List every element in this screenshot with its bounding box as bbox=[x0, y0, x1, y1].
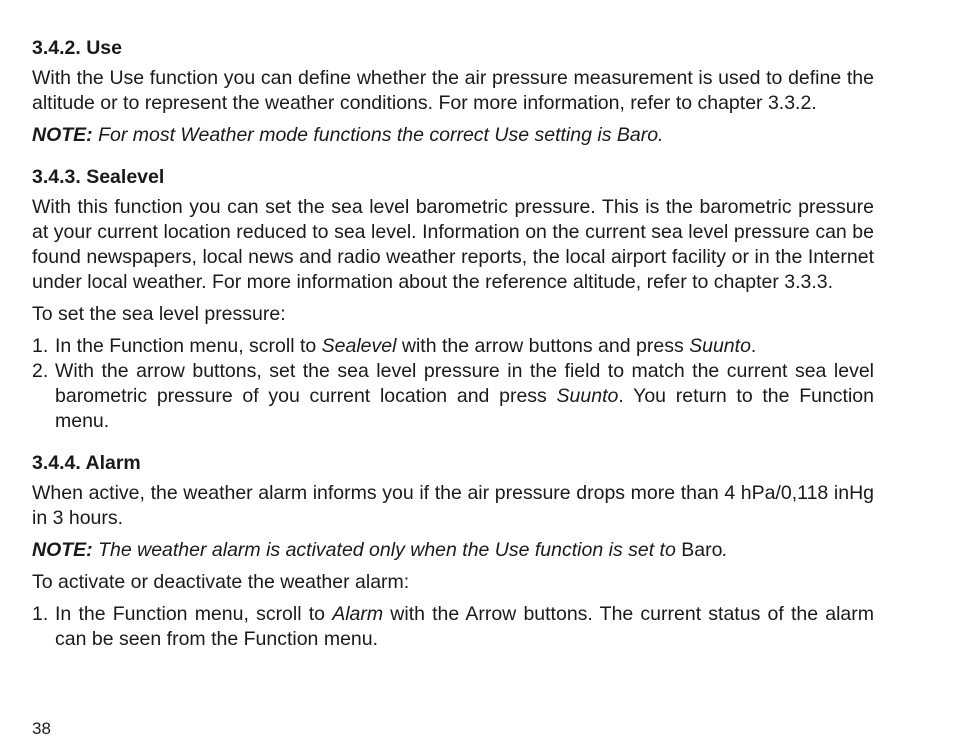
page-number: 38 bbox=[32, 719, 51, 738]
ui-term: Sealevel bbox=[321, 335, 397, 357]
note bbox=[32, 123, 874, 148]
step-text: . bbox=[750, 335, 757, 357]
steps-list bbox=[32, 334, 874, 434]
note bbox=[32, 538, 874, 563]
step-text: In the Function menu, scroll to bbox=[55, 335, 322, 357]
note-label: NOTE: bbox=[32, 539, 93, 561]
steps-list bbox=[32, 602, 874, 652]
section-paragraph: With the Use function you can define whether the air pressure measurement is used to define the altitude or to represent the weather conditions. For more information, refer to chapter 3.3.2. bbox=[32, 67, 874, 114]
section-paragraph: With this function you can set the sea level barometric pressure. This is the barometric pressure at your current location reduced to sea level. Information on the current sea level pressure can be found newspapers, local news and radio weather reports, the local airport facility or in the Internet under local weather. For more information about the reference altitude, refer to chapter 3.3.3. bbox=[32, 196, 874, 293]
section-sealevel bbox=[32, 165, 874, 434]
step-text: With the arrow buttons, set the sea level pressure in the field to match the current sea level barometric pressure of you current location and press bbox=[55, 360, 874, 407]
step-number: 1. bbox=[32, 335, 49, 357]
step-text: with the arrow buttons and press bbox=[396, 335, 690, 357]
section-use bbox=[32, 36, 874, 148]
note-label: NOTE: bbox=[32, 124, 93, 146]
ui-term: Suunto bbox=[556, 385, 619, 407]
step-number: 1. bbox=[32, 603, 49, 625]
note-end: . bbox=[722, 539, 728, 561]
note-text: The weather alarm is activated only when the Use function is set to bbox=[98, 539, 682, 561]
ui-term: Alarm bbox=[332, 603, 384, 625]
section-alarm bbox=[32, 451, 874, 652]
section-heading: 3.4.3. Sealevel bbox=[32, 166, 165, 188]
note-term: Baro bbox=[681, 539, 723, 561]
steps-intro: To activate or deactivate the weather alarm: bbox=[32, 571, 410, 593]
step-text: with the Arrow buttons. The current status of the alarm can be seen from the Function menu. bbox=[55, 603, 874, 650]
step-text: . You return to the Function menu. bbox=[55, 385, 874, 432]
step-text: In the Function menu, scroll to bbox=[55, 603, 333, 625]
section-heading: 3.4.4. Alarm bbox=[32, 452, 141, 474]
ui-term: Suunto bbox=[689, 335, 751, 357]
list-item bbox=[32, 602, 874, 652]
section-paragraph: When active, the weather alarm informs you if the air pressure drops more than 4 hPa/0,118 inHg in 3 hours. bbox=[32, 482, 874, 529]
step-number: 2. bbox=[32, 360, 49, 382]
list-item bbox=[32, 359, 874, 434]
note-text: For most Weather mode functions the correct Use setting is Baro. bbox=[98, 124, 664, 146]
steps-intro: To set the sea level pressure: bbox=[32, 303, 286, 325]
list-item bbox=[32, 334, 874, 359]
document-page bbox=[32, 36, 874, 652]
section-heading: 3.4.2. Use bbox=[32, 37, 122, 59]
